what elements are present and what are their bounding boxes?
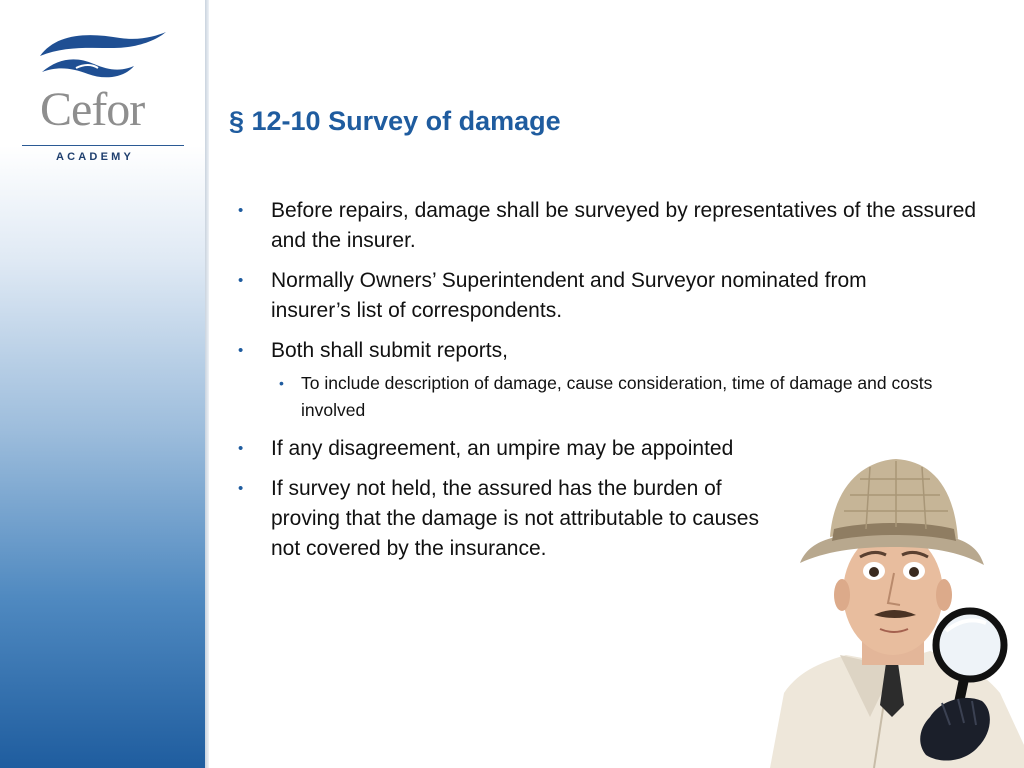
sub-bullet-item: [271, 370, 941, 424]
sub-bullet-text: To include description of damage, cause consideration, time of damage and costs involved: [301, 373, 933, 420]
bullet-text: Both shall submit reports,: [271, 339, 508, 362]
bullet-text: Before repairs, damage shall be surveyed by representatives of the assured and the insurer.: [271, 199, 977, 252]
bullet-item: [240, 266, 951, 326]
bullet-marker-icon: •: [238, 480, 244, 497]
sub-bullet-marker-icon: •: [279, 375, 284, 391]
logo-divider: [22, 145, 184, 146]
bullet-text: If any disagreement, an umpire may be appointed: [271, 437, 734, 460]
detective-magnifying-glass-icon: [770, 455, 1024, 768]
bullet-marker-icon: •: [238, 440, 244, 457]
logo-wordmark: Cefor: [40, 83, 145, 136]
bullet-item: [240, 474, 791, 564]
bullet-text: Normally Owners’ Superintendent and Surveyor nominated from insurer’s list of correspondents.: [271, 269, 867, 322]
slide-title: § 12-10 Survey of damage: [229, 106, 561, 136]
bullet-item: [240, 336, 1000, 366]
bullet-item: [240, 196, 996, 256]
logo-subtitle: ACADEMY: [56, 151, 135, 163]
bullet-marker-icon: •: [238, 202, 244, 219]
sidebar-divider: [205, 0, 209, 768]
bullet-marker-icon: •: [238, 272, 244, 289]
bullet-marker-icon: •: [238, 342, 244, 359]
cefor-wave-logo-icon: [36, 28, 168, 84]
bullet-text: If survey not held, the assured has the burden of proving that the damage is not attributable to causes not covered by the insurance.: [271, 477, 759, 560]
